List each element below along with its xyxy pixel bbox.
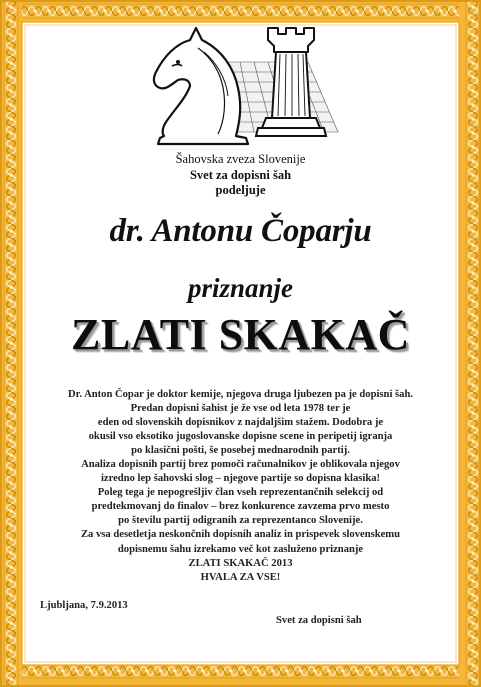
- citation-line: Dr. Anton Čopar je doktor kemije, njegova druga ljubezen pa je dopisni šah.: [67, 389, 413, 400]
- citation-line: ZLATI SKAKAČ 2013: [188, 557, 293, 569]
- citation-line: po klasični pošti, še posebej mednarodnih partij.: [131, 445, 350, 457]
- award-title: ZLATI SKAKAČ: [71, 310, 410, 359]
- awards-verb: podeljuje: [215, 183, 266, 197]
- certificate-content: [26, 18, 455, 668]
- council-name: Svet za dopisni šah: [189, 168, 292, 182]
- citation-line: predtekmovanj do finalov – brez konkurence zavzema prvo mesto: [91, 501, 390, 513]
- organization-name: Šahovska zveza Slovenije: [175, 152, 306, 166]
- signature-line: Svet za dopisni šah: [276, 615, 362, 626]
- chess-knight-and-rook-logo: [138, 22, 343, 150]
- citation-line: Za vsa desetletja neskončnih dopisnih analiz in prispevek slovenskemu: [80, 529, 401, 541]
- citation-text: [30, 388, 451, 585]
- citation-line: dopisnemu šahu izrekamo več kot zasluženo priznanje: [117, 543, 364, 555]
- citation-line: okusil vso eksotiko jugoslovanske dopisne scene in peripetij igranja: [88, 431, 393, 443]
- citation-line: eden od slovenskih dopisnikov z najdaljšim stažem. Dodobra je: [97, 417, 384, 429]
- citation-line: Analiza dopisnih partij brez pomoči računalnikov je oblikovala njegov: [81, 459, 400, 471]
- citation-line: izredno lep šahovski slog – njegove partije so dopisna klasika!: [100, 473, 381, 485]
- award-word: priznanje: [187, 273, 294, 303]
- knight-icon: [154, 28, 248, 144]
- citation-line: Predan dopisni šahist je že vse od leta 1978 ter je: [130, 403, 351, 415]
- citation-line: Poleg tega je nepogrešljiv član vseh reprezentančnih selekcij od: [97, 487, 384, 499]
- recipient-name: dr. Antonu Čoparju: [109, 213, 372, 249]
- citation-line: po številu partij odigranih za reprezentanco Slovenije.: [118, 515, 363, 527]
- citation-line: HVALA ZA VSE!: [200, 571, 281, 583]
- place-and-date: Ljubljana, 7.9.2013: [40, 600, 128, 611]
